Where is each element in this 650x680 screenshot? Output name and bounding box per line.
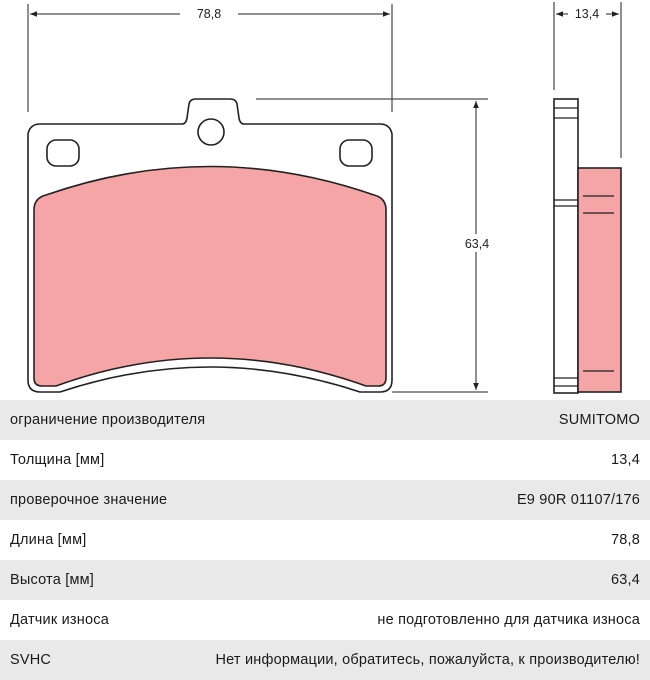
right-slot bbox=[340, 140, 372, 166]
spec-value: 13,4 bbox=[610, 452, 640, 468]
spec-row-svhc bbox=[0, 640, 650, 680]
spec-row-thickness bbox=[0, 440, 650, 480]
spec-row-manufacturer bbox=[0, 400, 650, 440]
thickness-dimension-label: 13,4 bbox=[574, 7, 600, 21]
spec-label: Толщина [мм] bbox=[10, 452, 105, 468]
spec-row-wear-sensor bbox=[0, 600, 650, 640]
left-slot bbox=[47, 140, 79, 166]
side-friction-material bbox=[578, 168, 621, 392]
height-dimension-label: 63,4 bbox=[464, 237, 490, 251]
spec-row-length bbox=[0, 520, 650, 560]
spec-value: E9 90R 01107/176 bbox=[516, 492, 640, 508]
spec-value: Нет информации, обратитесь, пожалуйста, к производителю! bbox=[215, 652, 640, 668]
width-dimension-label: 78,8 bbox=[196, 7, 222, 21]
spec-label: ограничение производителя bbox=[10, 412, 206, 428]
spec-label: Высота [мм] bbox=[10, 572, 95, 588]
side-backing-plate bbox=[554, 99, 578, 393]
spec-label: проверочное значение bbox=[10, 492, 168, 508]
spec-row-height bbox=[0, 560, 650, 600]
spec-row-test-mark bbox=[0, 480, 650, 520]
spec-value: SUMITOMO bbox=[558, 412, 640, 428]
spec-value: 63,4 bbox=[610, 572, 640, 588]
spec-label: SVHC bbox=[10, 652, 52, 668]
spec-label: Длина [мм] bbox=[10, 532, 87, 548]
mounting-hole bbox=[198, 119, 224, 145]
spec-label: Датчик износа bbox=[10, 612, 109, 628]
spec-value: 78,8 bbox=[610, 532, 640, 548]
friction-material bbox=[34, 167, 386, 387]
spec-value: не подготовленно для датчика износа bbox=[377, 612, 640, 628]
specifications-table bbox=[0, 400, 650, 680]
